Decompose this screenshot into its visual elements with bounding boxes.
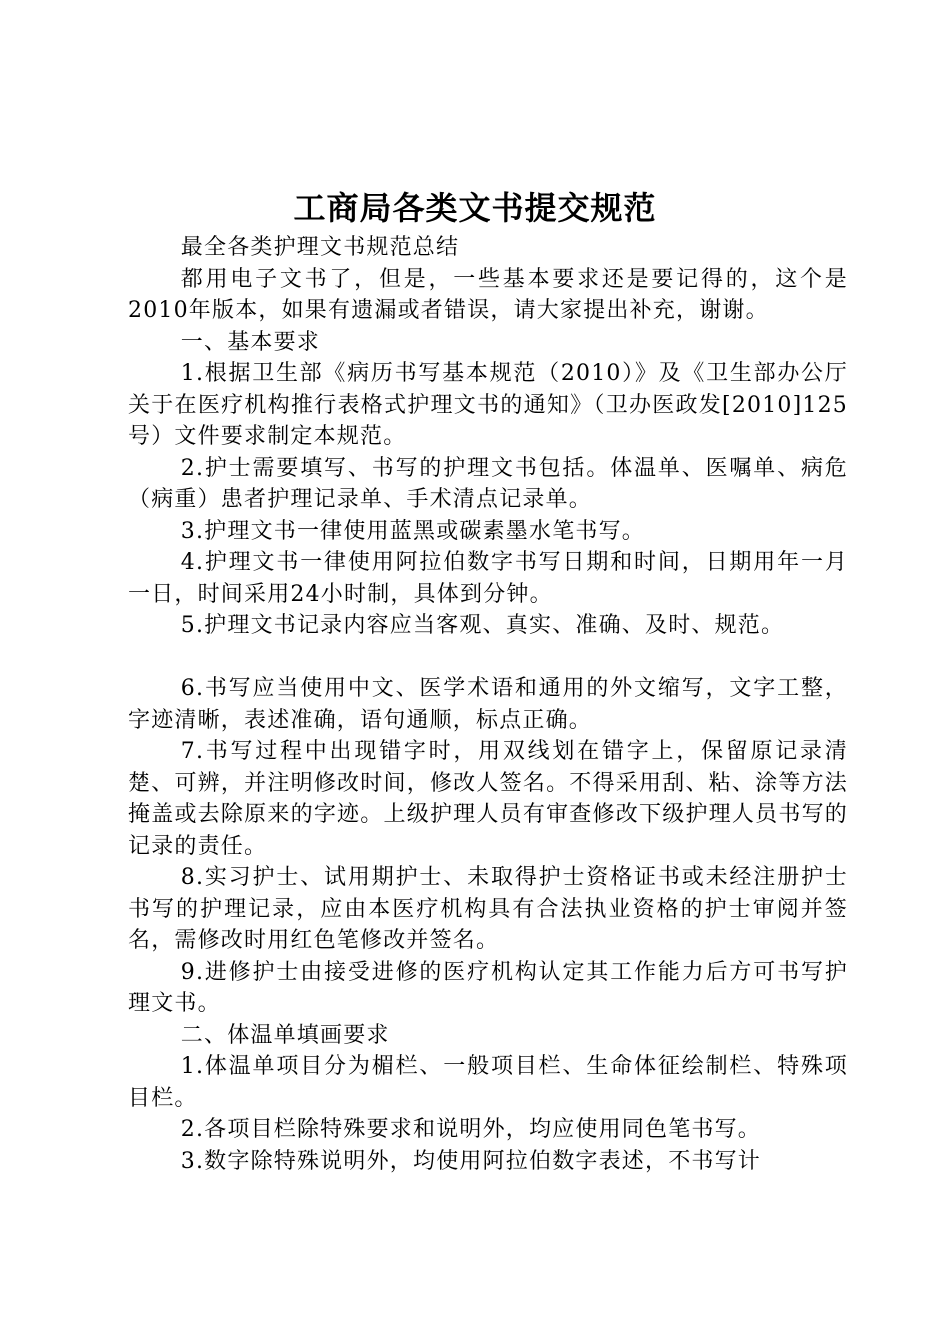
paragraph: 2.护士需要填写、书写的护理文书包括。体温单、医嘱单、病危（病重）患者护理记录单、手术清点记录单。 bbox=[128, 455, 848, 512]
section-heading: 一、基本要求 bbox=[180, 329, 320, 355]
paragraph: 9.进修护士由接受进修的医疗机构认定其工作能力后方可书写护理文书。 bbox=[128, 959, 848, 1016]
paragraph: 最全各类护理文书规范总结 bbox=[180, 235, 460, 260]
document-body bbox=[128, 232, 848, 1177]
paragraph: 7.书写过程中出现错字时，用双线划在错字上，保留原记录清楚、可辨，并注明修改时间，修改人签名。不得采用刮、粘、涂等方法掩盖或去除原来的字迹。上级护理人员有审查修改下级护理人员书写的记录的责任。 bbox=[128, 739, 848, 859]
paragraph: 3.护理文书一律使用蓝黑或碳素墨水笔书写。 bbox=[180, 518, 645, 544]
document-title: 工商局各类文书提交规范 bbox=[293, 189, 657, 227]
paragraph: 4.护理文书一律使用阿拉伯数字书写日期和时间，日期用年一月一日，时间采用24小时制，具体到分钟。 bbox=[128, 550, 848, 607]
paragraph: 1.根据卫生部《病历书写基本规范（2010）》及《卫生部办公厅关于在医疗机构推行表格式护理文书的通知》（卫办医政发[2010]125号）文件要求制定本规范。 bbox=[128, 361, 848, 449]
paragraph: 2.各项目栏除特殊要求和说明外，均应使用同色笔书写。 bbox=[180, 1117, 761, 1142]
paragraph: 5.护理文书记录内容应当客观、真实、准确、及时、规范。 bbox=[180, 613, 785, 638]
paragraph: 8.实习护士、试用期护士、未取得护士资格证书或未经注册护士书写的护理记录，应由本医疗机构具有合法执业资格的护士审阅并签名，需修改时用红色笔修改并签名。 bbox=[128, 865, 848, 953]
paragraph: 3.数字除特殊说明外，均使用阿拉伯数字表述，不书写计 bbox=[180, 1148, 761, 1174]
paragraph: 都用电子文书了，但是，一些基本要求还是要记得的，这个是2010年版本，如果有遗漏或者错误，请大家提出补充，谢谢。 bbox=[128, 266, 848, 323]
paragraph: 6.书写应当使用中文、医学术语和通用的外文缩写，文字工整，字迹清晰，表述准确，语句通顺，标点正确。 bbox=[128, 676, 848, 733]
paragraph: 1.体温单项目分为楣栏、一般项目栏、生命体征绘制栏、特殊项目栏。 bbox=[128, 1054, 848, 1111]
section-heading: 二、体温单填画要求 bbox=[180, 1022, 390, 1048]
